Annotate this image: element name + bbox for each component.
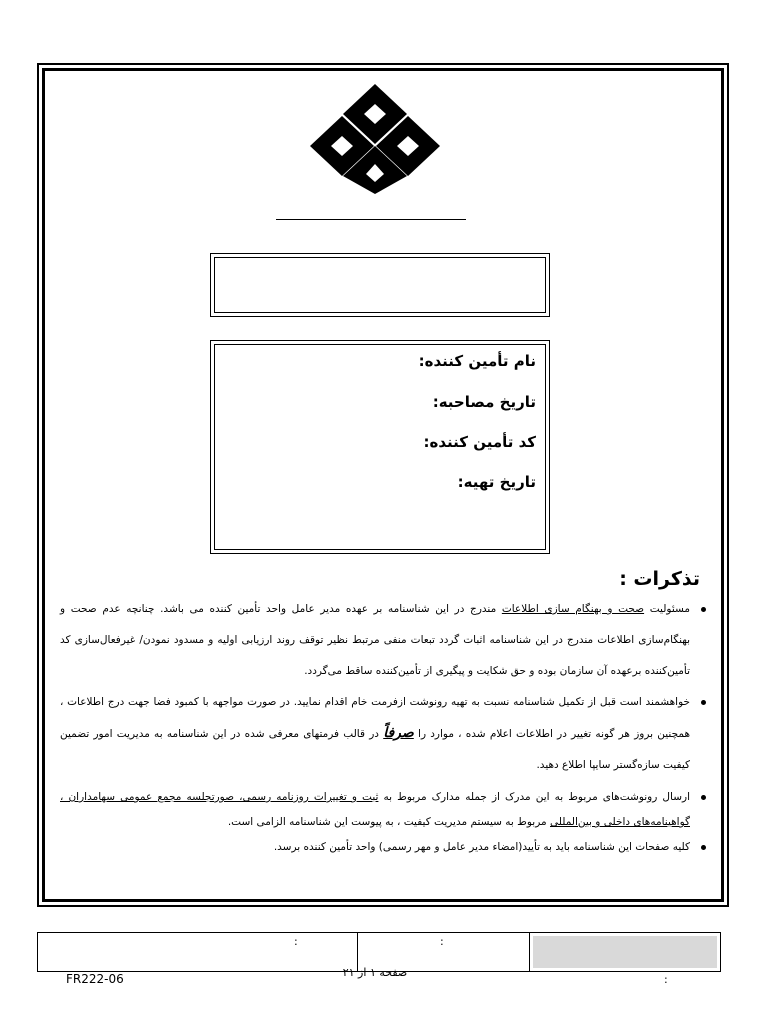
interview-date-label: تاریخ مصاحبه: [432, 393, 536, 411]
supplier-name-label: نام تأمین کننده: [418, 352, 536, 370]
note-underlined-text: صحت و بهنگام سازی اطلاعات [501, 603, 645, 615]
note-emphasis-text: صرفاً [383, 725, 414, 741]
form-code: FR222-06 [66, 972, 124, 986]
notes-title: تذکرات : [619, 568, 700, 590]
note-text: خواهشمند است قبل از تکمیل شناسنامه نسبت به تهیه رونوشت ازفرمت خام اقدام نمایید. در صورت مواجهه با کمبود فضا جهت درج اطلاعات ، همچنین بروز هر گونه تغییر در اطلاعات اعلام شده ، موارد را [60, 696, 690, 740]
footer-colon: : [294, 935, 298, 948]
footer-colon: : [440, 935, 444, 948]
note-text: مربوط به سیستم مدیریت کیفیت ، به پیوست این شناسنامه الزامی است. [227, 816, 550, 828]
note-text: مسئولیت [644, 603, 690, 615]
preparation-date-label: تاریخ تهیه: [457, 473, 536, 491]
supplier-code-label: کد تأمین کننده: [423, 433, 536, 451]
title-box-inner [214, 257, 546, 313]
note-item [60, 785, 708, 835]
bullet-icon [701, 795, 706, 800]
note-text: مندرج در این شناسنامه بر عهده مدیر عامل واحد تأمین کننده می باشد. چنانچه عدم صحت و بهنگام‌سازی اطلاعات مندرج در این شناسنامه اثبات گردد تبعات منفی مرتبط نظیر توقف روند ارزیابی اولیه و مسدود نمودن/ غیرفعال‌سازی کد تأمین‌کننده برعهده آن سازمان بوده و حق شکایت و پیگیری از تأمین‌کننده ساقط می‌گردد. [60, 603, 690, 677]
note-underlined-text: ثبت و تغییرات روزنامه رسمی، صورتجلسه مجمع عمومی سهامداران ، گواهینامه‌های داخلی و بین‌المللی [60, 791, 690, 828]
note-text: در قالب فرمتهای معرفی شده در این شناسنامه به مدیریت امور تضمین کیفیت سازه‌گستر سایپا اطلاع دهید. [60, 728, 690, 771]
bullet-icon [701, 607, 706, 612]
note-text: کلیه صفحات این شناسنامه باید به تأیید(امضاء مدیر عامل و مهر رسمی) واحد تأمین کننده برسد. [273, 841, 690, 853]
note-item [60, 687, 708, 781]
title-underline [276, 219, 466, 220]
footer-cell-shaded [530, 933, 720, 971]
footer-shade [533, 936, 717, 968]
note-text: ارسال رونوشت‌های مربوط به این مدرک از جمله مدارک مربوط به [378, 791, 690, 803]
note-item [60, 835, 708, 860]
footer-colon: : [664, 973, 668, 986]
bullet-icon [701, 845, 706, 850]
page-number: صفحه ۱ از ۲۱ [342, 966, 408, 979]
bullet-icon [701, 700, 706, 705]
footer-cell [38, 933, 358, 971]
notes-list [60, 594, 708, 860]
company-logo [308, 80, 442, 196]
note-item [60, 594, 708, 687]
